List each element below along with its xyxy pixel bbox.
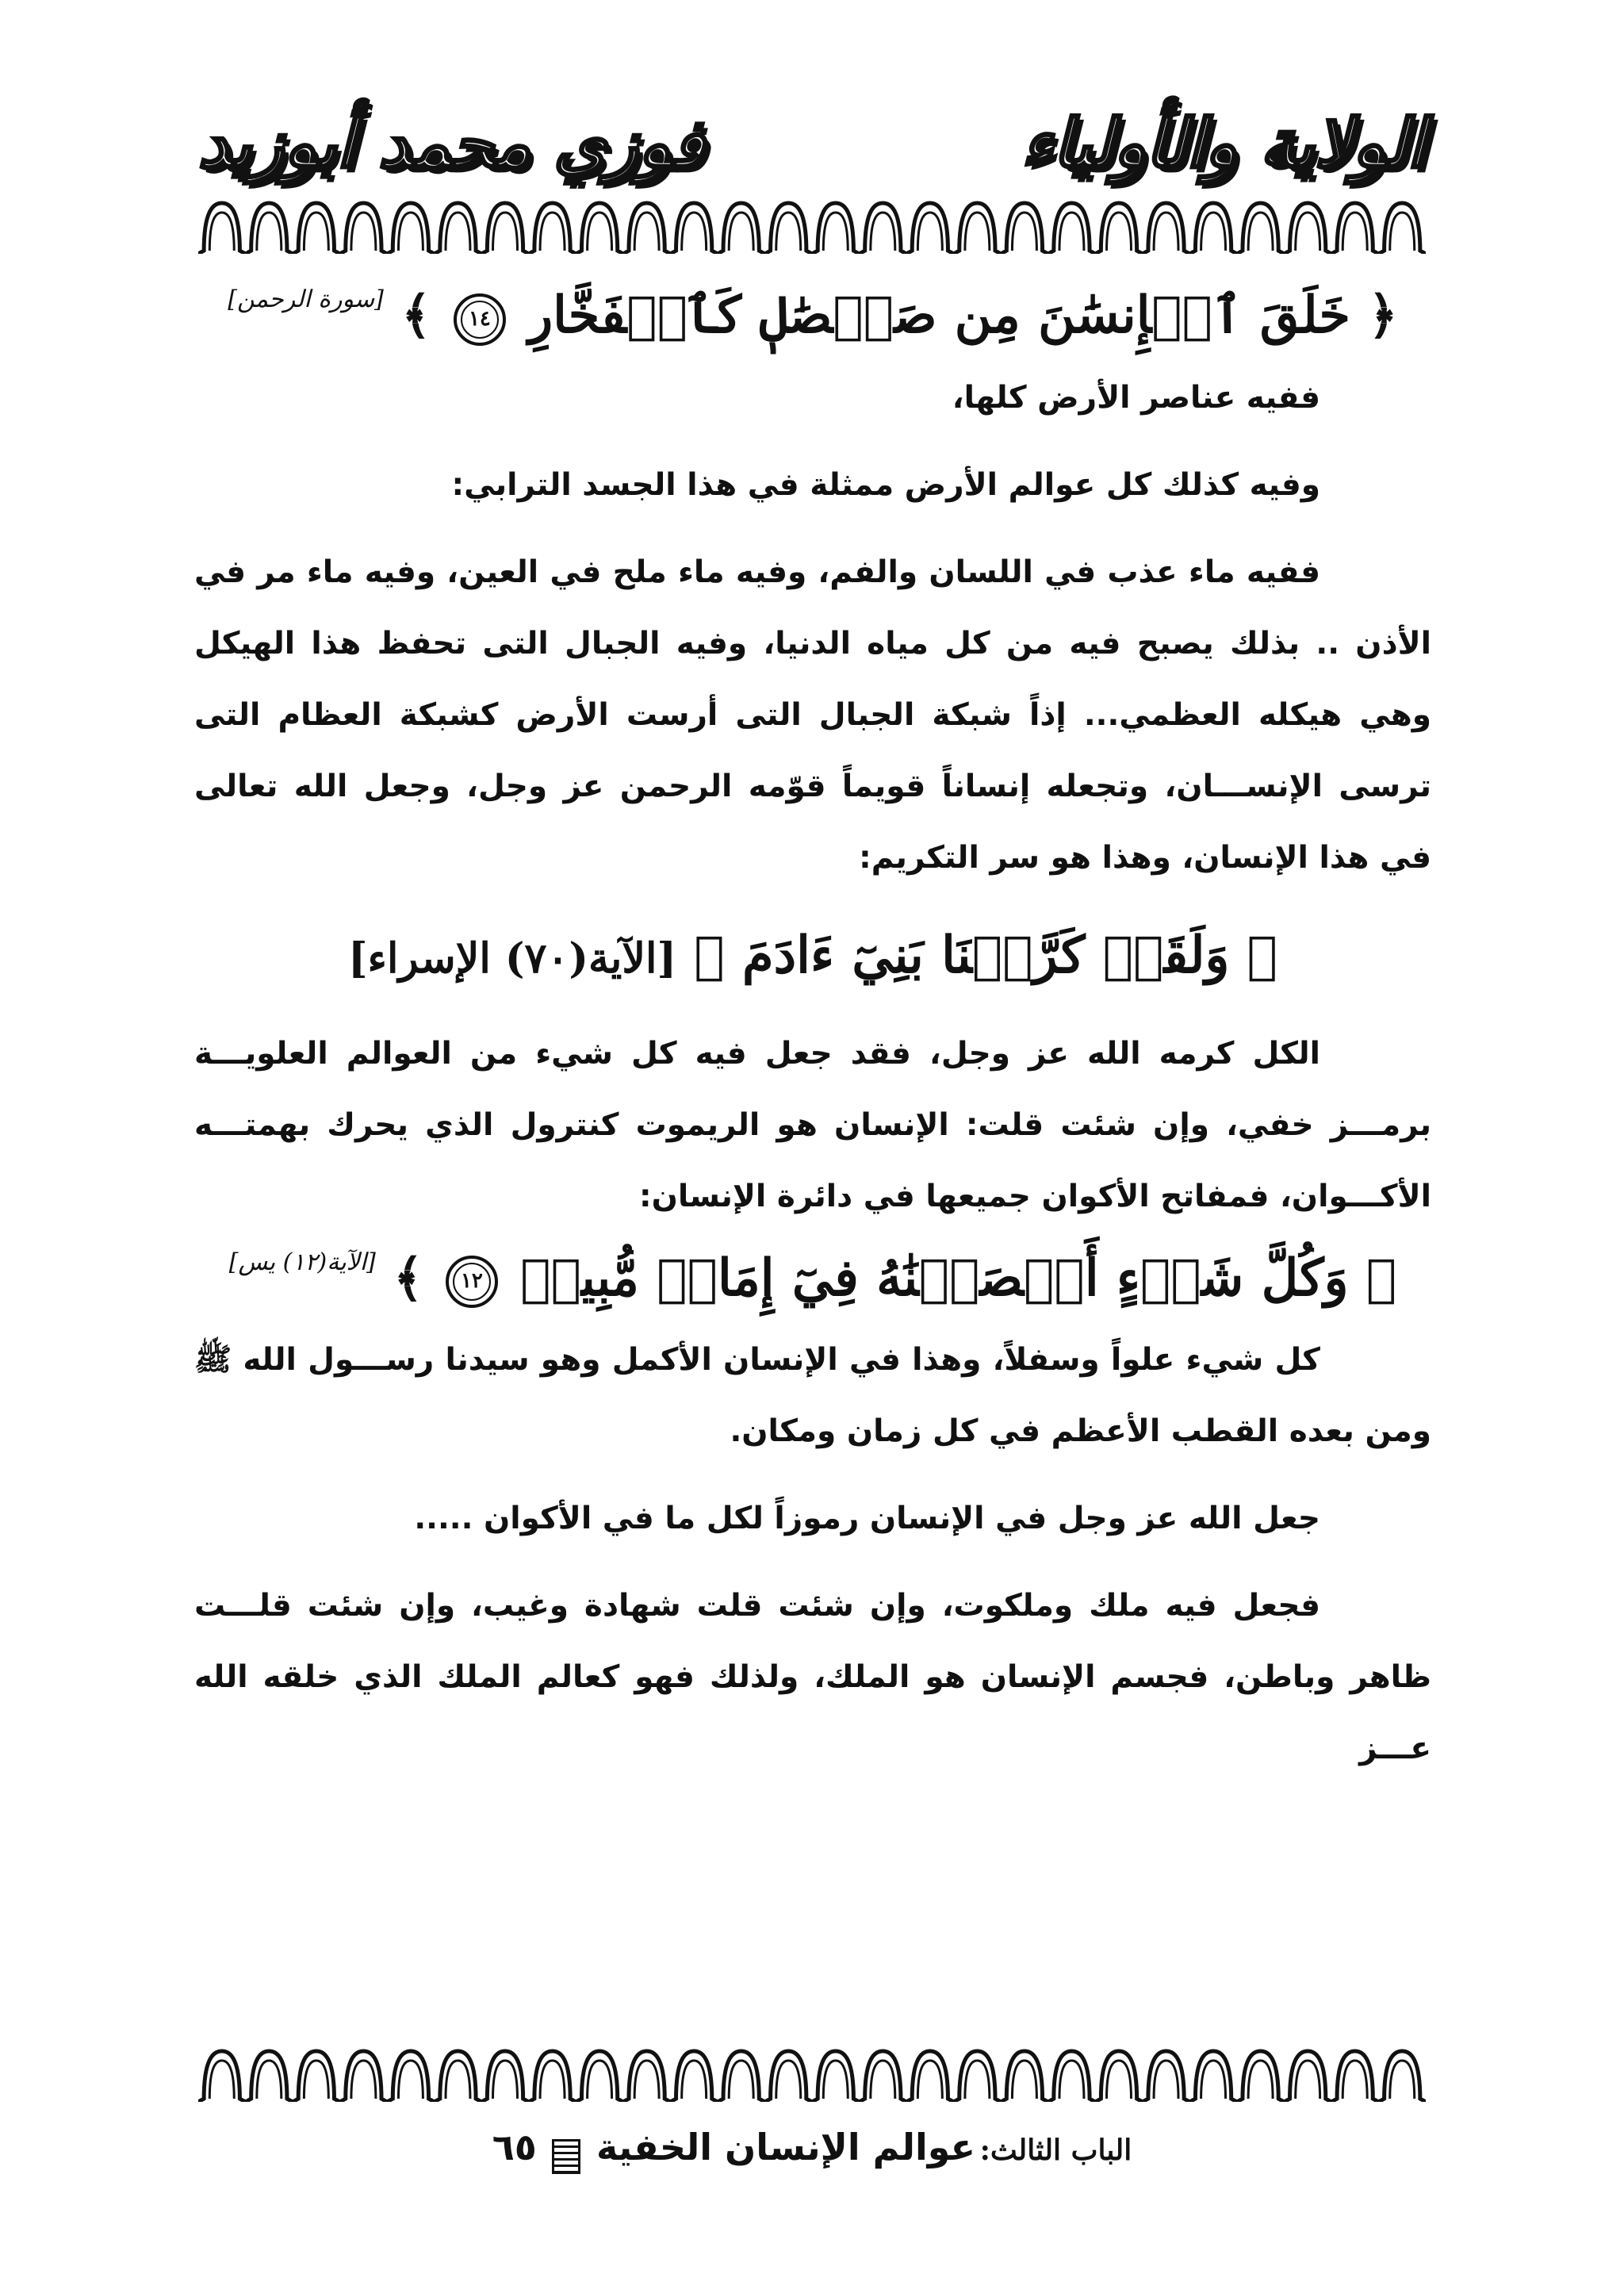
- verse-2-text: ﴿ وَلَقَدۡ كَرَّمۡنَا بَنِيٓ ءَادَمَ ﴾: [694, 925, 1278, 985]
- page-footer: [0, 2126, 1624, 2174]
- book-author: فوزي محمد أبوزيد: [198, 103, 705, 182]
- verse-1-text: ﴿ خَلَقَ ٱلۡإِنسَٰنَ مِن صَلۡصَٰلٖ كَٱلۡفَخَّارِ: [528, 286, 1398, 345]
- verse-3-text: ﴿ وَكُلَّ شَيۡءٍ أَحۡصَيۡنَٰهُ فِيٓ إِمَامٖ مُّبِينٖ: [520, 1248, 1397, 1308]
- page-header: [198, 87, 1426, 198]
- page-number: ٦٥: [492, 2126, 537, 2168]
- paragraph-5: كل شيء علواً وسفلاً، وهذا في الإنسان الأكمل وهو سيدنا رســـول الله ﷺ ومن بعده القطب الأعظم في كل زمان ومكان.: [194, 1342, 1431, 1450]
- page-content: [194, 286, 1431, 1785]
- quran-verse-2: [194, 926, 1431, 987]
- ayah-number-marker: ١٢: [446, 1256, 498, 1308]
- arch-pattern-inner: [209, 2061, 1414, 2099]
- quran-verse-1: [194, 286, 1431, 347]
- paragraph-7: فجعل فيه ملك وملكوت، وإن شئت قلت شهادة وغيب، وإن شئت قلـــت ظاهر وباطن، فجسم الإنسان هو الملك، ولذلك فهو كعالم الملك الذي خلقه الله عـــز: [194, 1588, 1431, 1767]
- verse-3-reference: [الآية(١٢) يس]: [228, 1248, 376, 1276]
- arch-pattern-inner: [209, 213, 1414, 251]
- paragraph-3: ففيه ماء عذب في اللسان والفم، وفيه ماء ملح في العين، وفيه ماء مر في الأذن .. بذلك يصبح فيه من كل مياه الدنيا، وفيه الجبال التى تحفظ هذا الهيكل وهي هيكله العظمي... إذاً شبكة الجبال التى أرست الأرض كشبكة العظام التى ترسى الإنســـان، وتجعله إنساناً قويماً قوّمه الرحمن عز وجل، وجعل الله تعالى في هذا الإنسان، وهذا هو سر التكريم:: [194, 554, 1431, 876]
- paragraph-2: وفيه كذلك كل عوالم الأرض ممثلة في هذا الجسد الترابي:: [451, 466, 1320, 503]
- top-arch-border: [198, 198, 1426, 254]
- verse-3-close: ﴾: [393, 1248, 423, 1308]
- ayah-number-marker: ١٤: [454, 293, 506, 346]
- arch-pattern: [198, 2051, 1426, 2102]
- paragraph-4: الكل كرمه الله عز وجل، فقد جعل فيه كل شيء من العوالم العلويـــة برمـــز خفي، وإن شئت قلت: الإنسان هو الريموت كنترول الذي يحرك بهمتـــه الأكـــوان، فمفاتح الأكوان جميعها في دائرة الإنسان:: [194, 1035, 1431, 1214]
- quran-verse-3: [194, 1248, 1431, 1309]
- verse-1-reference: [سورة الرحمن]: [228, 286, 384, 313]
- verse-2-reference: [الآية(٧٠) الإسراء]: [347, 934, 677, 983]
- page-icon: [552, 2139, 580, 2174]
- book-title: الولاية والأولياء: [1021, 103, 1426, 182]
- arch-pattern: [198, 203, 1426, 254]
- chapter-label: الباب الثالث:: [979, 2134, 1132, 2167]
- paragraph-6: جعل الله عز وجل في الإنسان رموزاً لكل ما في الأكوان .....: [414, 1501, 1320, 1537]
- bottom-arch-border: [198, 2046, 1426, 2102]
- chapter-title: عوالم الإنسان الخفية: [596, 2126, 976, 2168]
- verse-1-close: ﴾: [401, 286, 431, 345]
- paragraph-1: ففيه عناصر الأرض كلها،: [952, 379, 1320, 416]
